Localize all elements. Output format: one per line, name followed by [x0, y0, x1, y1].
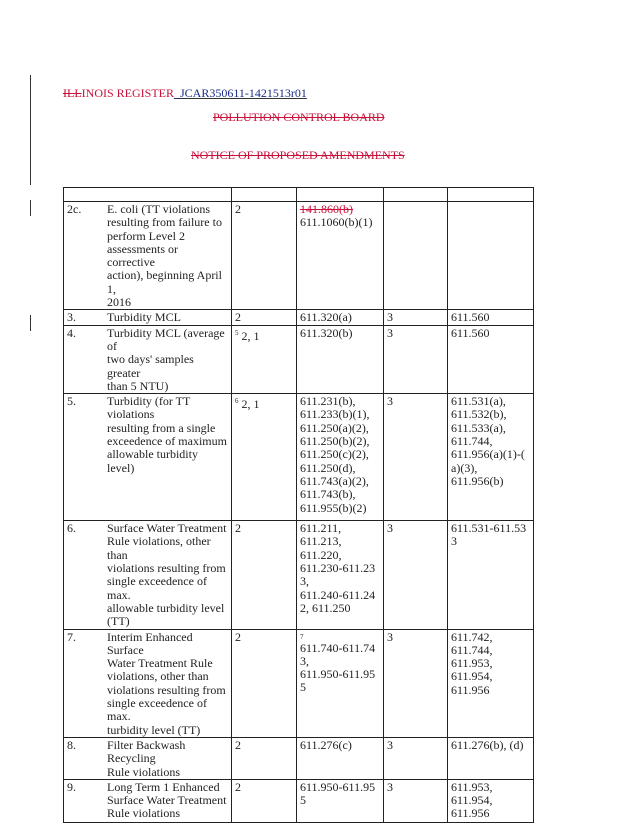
- line: 611.230-611.23: [300, 561, 376, 576]
- line: 611.250(b)(2),: [300, 434, 370, 449]
- description-cell: [64, 394, 232, 521]
- notice-tier-cell: [384, 202, 448, 310]
- notice-citation-cell: [448, 629, 534, 737]
- description-cell: [64, 737, 232, 779]
- citation-cell: [297, 737, 384, 779]
- line: 611.250(d),: [300, 460, 356, 475]
- notice-tier-cell: [384, 737, 448, 779]
- row-number: 6.: [67, 521, 76, 536]
- citation-cell: [297, 202, 384, 310]
- tier-cell: [232, 779, 297, 822]
- tier-value: 2, 1: [241, 397, 260, 412]
- table-row: [64, 202, 534, 310]
- line: turbidity level (TT): [107, 722, 201, 737]
- line: 611.954,: [451, 669, 493, 684]
- line: 2, 611.250: [300, 600, 351, 615]
- change-bar: [30, 200, 31, 216]
- line: 611.950-611.95: [300, 667, 376, 682]
- tier-value: 2: [235, 629, 241, 644]
- line: Rule violations, other than: [107, 534, 211, 562]
- line: 611.740-611.74: [300, 640, 376, 655]
- notice-citation-cell: [448, 325, 534, 393]
- row-number: 8.: [67, 737, 76, 752]
- row-number: 5.: [67, 394, 76, 409]
- tier-value: 2: [235, 737, 241, 752]
- line: a)(3),: [451, 460, 478, 475]
- tier-value: 2, 1: [241, 328, 260, 343]
- row-number: 7.: [67, 629, 76, 644]
- line: 611.744,: [451, 642, 493, 657]
- footnote-ref: 7: [300, 632, 304, 641]
- table-row: [64, 310, 534, 325]
- line: Water Treatment Rule: [107, 656, 213, 671]
- line: 611.532(b),: [451, 407, 507, 422]
- notice-citation-cell: [448, 779, 534, 822]
- notice-tier-value: 3: [387, 779, 393, 794]
- line: 3: [451, 534, 457, 549]
- description-cell: [64, 325, 232, 393]
- notice-tier-value: 3: [387, 325, 393, 340]
- line: 611.240-611.24: [300, 587, 376, 602]
- line: 611.956: [451, 806, 490, 821]
- description-cell: [64, 779, 232, 822]
- notice-citation-cell: [448, 521, 534, 629]
- line: 611.742,: [451, 629, 493, 644]
- line: 611.233(b)(1),: [300, 407, 370, 422]
- description-cell: [64, 310, 232, 325]
- notice-tier-cell: [384, 325, 448, 393]
- line: 611.956: [451, 682, 490, 697]
- line: Turbidity (for TT violations: [107, 394, 191, 422]
- line: 611.950-611.95: [300, 779, 376, 794]
- table-row: [64, 394, 534, 521]
- notice-tier-value: 3: [387, 737, 393, 752]
- register-text: INOIS REGISTER: [81, 86, 174, 100]
- footnote-ref: 5: [235, 328, 239, 337]
- line: 611.953,: [451, 656, 493, 671]
- line: exceedence of maximum: [107, 434, 227, 449]
- table-row: [64, 325, 534, 393]
- deleted-citation: 141.860(b): [300, 202, 353, 216]
- table-row: [64, 737, 534, 779]
- line: allowable turbidity level: [107, 600, 225, 615]
- line: Rule violations: [107, 764, 180, 779]
- line: Turbidity MCL: [107, 310, 181, 325]
- description-cell: [64, 629, 232, 737]
- notice-citation-cell: [448, 737, 534, 779]
- tier-cell: [232, 310, 297, 325]
- notice-tier-cell: [384, 310, 448, 325]
- line: 611.276(c): [300, 737, 352, 752]
- description-cell: [64, 202, 232, 310]
- notice-tier-value: 3: [387, 629, 393, 644]
- line: two days' samples greater: [107, 352, 194, 380]
- line: 3,: [300, 574, 309, 589]
- line: 611.213,: [300, 534, 342, 549]
- notice-tier-value: 3: [387, 521, 393, 536]
- line: resulting from failure to: [107, 215, 222, 230]
- line: 611.560: [451, 310, 490, 325]
- citation-cell: [297, 779, 384, 822]
- line: Turbidity MCL (average of: [107, 325, 225, 353]
- line: 611.956(b): [451, 473, 504, 488]
- line: 611.560: [451, 325, 490, 340]
- row-number: 9.: [67, 779, 76, 794]
- line: violations, other than: [107, 669, 209, 684]
- line: violations resulting from: [107, 682, 226, 697]
- line: 611.743(b),: [300, 487, 356, 502]
- line: allowable turbidity level): [107, 447, 198, 475]
- line: 611.1060(b)(1): [300, 215, 373, 230]
- register-deleted-text: ILL: [63, 86, 82, 100]
- line: Surface Water Treatment: [107, 793, 227, 808]
- tier-cell: [232, 521, 297, 629]
- line: Long Term 1 Enhanced: [107, 779, 220, 794]
- description-cell: [64, 521, 232, 629]
- line: 611.953,: [451, 779, 493, 794]
- line: perform Level 2: [107, 228, 185, 243]
- line: single exceedence of max.: [107, 574, 207, 602]
- citation-cell: [297, 310, 384, 325]
- tier-cell: [232, 394, 297, 521]
- tier-value: 2: [235, 521, 241, 536]
- line: (TT): [107, 614, 130, 629]
- line: 611.250(c)(2),: [300, 447, 369, 462]
- row-number: 3.: [67, 310, 76, 325]
- line: 611.220,: [300, 547, 342, 562]
- table-row: [64, 521, 534, 629]
- violations-table: [63, 187, 534, 823]
- line: 611.320(a): [300, 310, 352, 325]
- table-row: [64, 629, 534, 737]
- notice-tier-cell: [384, 521, 448, 629]
- line: 611.320(b): [300, 325, 353, 340]
- line: Interim Enhanced Surface: [107, 629, 193, 657]
- register-header: [63, 86, 307, 101]
- line: than 5 NTU): [107, 378, 169, 393]
- line: 611.211,: [300, 521, 342, 536]
- line: 611.231(b),: [300, 394, 356, 409]
- notice-tier-cell: [384, 394, 448, 521]
- line: 611.276(b), (d): [451, 737, 524, 752]
- notice-tier-value: 3: [387, 310, 393, 325]
- line: 5: [300, 680, 306, 695]
- line: Surface Water Treatment: [107, 521, 227, 536]
- line: Rule violations: [107, 806, 180, 821]
- change-bar: [30, 315, 31, 331]
- citation-cell: [297, 521, 384, 629]
- notice-tier-cell: [384, 779, 448, 822]
- line: 611.250(a)(2),: [300, 420, 369, 435]
- citation-cell: [297, 325, 384, 393]
- agency-title: POLLUTION CONTROL BOARD: [213, 110, 385, 124]
- line: 2016: [107, 295, 131, 310]
- line: E. coli (TT violations: [107, 202, 211, 216]
- notice-tier-cell: [384, 629, 448, 737]
- notice-citation-cell: [448, 310, 534, 325]
- tier-cell: [232, 629, 297, 737]
- line: violations resulting from: [107, 561, 226, 576]
- citation-cell: [297, 394, 384, 521]
- line: 611.743(a)(2),: [300, 473, 369, 488]
- row-number: 2c.: [67, 202, 82, 216]
- footnote-ref: 6: [235, 397, 239, 406]
- line: 5: [300, 793, 306, 808]
- change-bar: [30, 75, 31, 185]
- line: assessments or corrective: [107, 241, 178, 270]
- notice-citation-cell: [448, 202, 534, 310]
- line: 611.744,: [451, 434, 493, 449]
- tier-cell: [232, 737, 297, 779]
- line: 611.955(b)(2): [300, 500, 367, 515]
- tier-value: 2: [235, 310, 241, 325]
- notice-title: NOTICE OF PROPOSED AMENDMENTS: [191, 148, 405, 162]
- notice-tier-value: 3: [387, 394, 393, 409]
- tier-cell: [232, 202, 297, 310]
- table-row: [64, 779, 534, 822]
- line: 611.531-611.53: [451, 521, 527, 536]
- tier-cell: [232, 325, 297, 393]
- notice-citation-cell: [448, 394, 534, 521]
- line: single exceedence of max.: [107, 696, 207, 724]
- row-number: 4.: [67, 325, 76, 340]
- line: 611.956(a)(1)-(: [451, 447, 525, 462]
- tier-value: 2: [235, 202, 241, 216]
- jcar-id: _JCAR350611-1421513r01: [174, 86, 307, 100]
- line: 611.954,: [451, 793, 493, 808]
- line: resulting from a single: [107, 420, 216, 435]
- line: Filter Backwash Recycling: [107, 737, 186, 766]
- line: 611.533(a),: [451, 420, 506, 435]
- line: action), beginning April 1,: [107, 268, 222, 296]
- line: 3,: [300, 653, 309, 668]
- tier-value: 2: [235, 779, 241, 794]
- citation-cell: [297, 629, 384, 737]
- line: 611.531(a),: [451, 394, 506, 409]
- header-row: [64, 188, 534, 202]
